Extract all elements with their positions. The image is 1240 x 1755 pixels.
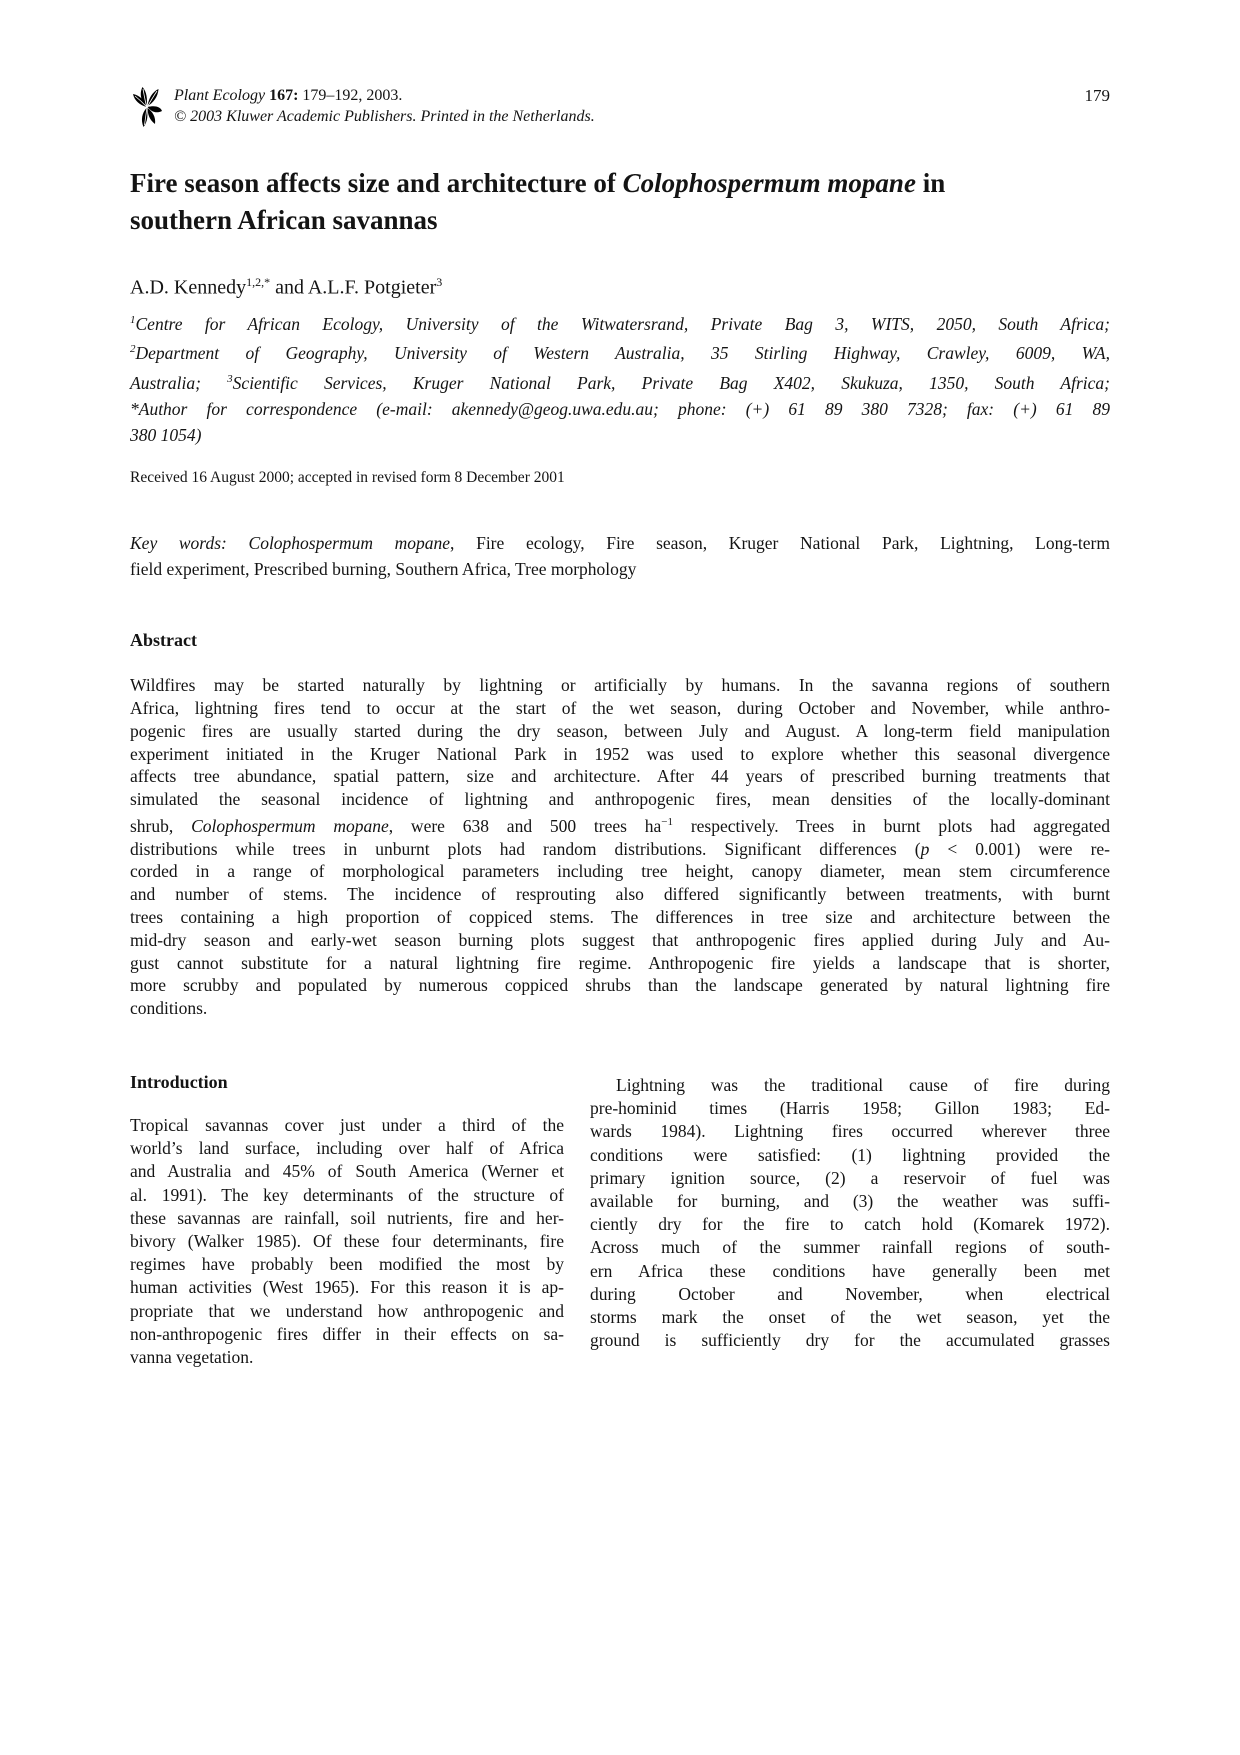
abstract-text: Wildfires may be started naturally by lightning or artificially by humans. In the savanna regions of southern Africa, lightning fires tend to occur at the start of the wet season, during October and November, while anthro- pogenic fires are usually started during the dry season, between July and August. A long-term field manipulation experiment initiated in the Kruger National Park in 1952 was used to explore whether this seasonal divergence affects tree abundance, spatial pattern, size and architecture. After 44 years of prescribed burning treatments that simulated the seasonal incidence of lightning and anthropogenic fires, mean densities of the locally-dominant shrub, Colophospermum mopane, were 638 and 500 trees $ha^{-1}$ respectively. Trees in burnt plots had aggregated distributions while trees in unburnt plots had random distributions. Significant differences (p < 0.001) were re- corded in a range of morphological parameters including tree height, canopy diameter, mean stem circumference and number of stems. The incidence of resprouting also differed significantly between treatments, with burnt trees containing a high proportion of coppiced stems. The differences in tree size and architecture between the mid-dry season and early-wet season burning plots suggest that anthropogenic fires applied during July and Au- gust cannot substitute for a natural lightning fire regime. Anthropogenic fire yields a landscape that is shorter, more scrubby and populated by numerous coppiced shrubs than the landscape generated by natural lightning fire conditions. [130,675,1110,1019]
intro-right-column [590,1070,1110,1369]
received-line: Received 16 August 2000; accepted in revised form 8 December 2001 [130,469,565,487]
journal-header [130,85,1110,129]
column-gap [564,1070,590,1369]
publisher-logo-icon [130,85,164,129]
page-number: 179 [1084,86,1110,105]
affiliations: $^1$Centre for African Ecology, University of the Witwatersrand, Private Bag 3, WITS, 2050, South Africa; $^2$Department of Geography, University of Western Australia, 35 Stirling Highway, Crawley, 6009, WA, Australia; $^3$Scientific Services, Kruger National Park, Private Bag X402, Skukuza, 1350, South Africa; *Author for correspondence (e-mail: akennedy@geog.uwa.edu.au; phone: (+) 61 89 380 7328; fax: (+) 61 89 380 1054) [130,313,1110,446]
introduction-section [130,1070,1110,1369]
authors-line: A.D. Kennedy$^{1,2,*}$ and A.L.F. Potgieter$^3$ [130,275,443,299]
copyright-line: © 2003 Kluwer Academic Publishers. Printed in the Netherlands. [174,108,595,125]
journal-citation-line: Plant Ecology 167: 179–192, 2003. [174,87,403,104]
intro-left-paragraph: Tropical savannas cover just under a third of the world’s land surface, including over half of Africa and Australia and 45% of South America (Werner et al. 1991). The key determinants of the structure of these savannas are rainfall, soil nutrients, fire and her- bivory (Walker 1985). Of these four determinants, fire regimes have probably been modified the most by human activities (West 1965). For this reason it is ap- propriate that we understand how anthropogenic and non-anthropogenic fires differ in their effects on sa- vanna vegetation. [130,1114,564,1367]
keywords: Key words: Colophospermum mopane, Fire ecology, Fire season, Kruger National Park, Lightning, Long-term field experiment, Prescribed burning, Southern Africa, Tree morphology [130,533,1110,580]
intro-left-column [130,1070,564,1369]
introduction-heading: Introduction [130,1071,228,1092]
journal-info [174,85,595,127]
intro-right-paragraph: Lightning was the traditional cause of fire during pre-hominid times (Harris 1958; Gillon 1983; Ed- wards 1984). Lightning fires occurred wherever three conditions were satisfied: (1) lightning provided the primary ignition source, (2) a reservoir of fuel was available for burning, and (3) the weather was suffi- ciently dry for the fire to catch hold (Komarek 1972). Across much of the summer rainfall regions of south- ern Africa these conditions have generally been met during October and November, when electrical storms mark the onset of the wet season, yet the ground is sufficiently dry for the accumulated grasses [590,1074,1110,1351]
article-title: Fire season affects size and architecture of Colophospermum mopane in southern African savannas [130,168,946,235]
abstract-heading: Abstract [130,630,197,651]
page-content [130,85,1110,1369]
